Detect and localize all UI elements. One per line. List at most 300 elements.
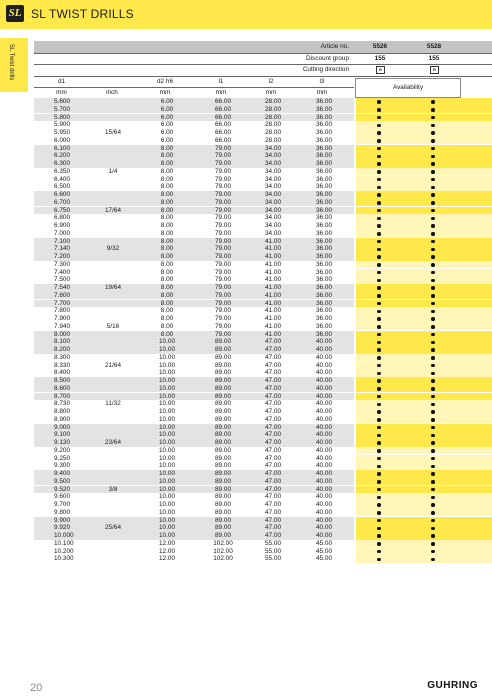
- unit-inch: inch: [106, 89, 118, 96]
- availability-dot-icon: [377, 379, 381, 383]
- d2-value: 12.00: [159, 555, 175, 563]
- l2-value: 47.00: [265, 377, 281, 384]
- d2-value: 10.00: [159, 369, 175, 377]
- d1-value: 9.700: [54, 501, 70, 508]
- availability-dot-icon: [431, 325, 435, 329]
- l3-value: 40.00: [316, 501, 332, 508]
- d1-value: 7.000: [54, 229, 70, 237]
- availability-dot-icon: [431, 356, 435, 360]
- table-row: [34, 307, 492, 315]
- d1-value: 9.200: [54, 446, 70, 454]
- l2-value: 47.00: [265, 392, 281, 400]
- l3-value: 36.00: [316, 183, 332, 191]
- d1-value: 6.800: [54, 214, 70, 222]
- availability-dot-icon: [431, 201, 435, 205]
- l2-value: 41.00: [265, 330, 281, 338]
- availability-dot-icon: [431, 488, 435, 492]
- availability-dot-icon: [431, 116, 435, 120]
- d2-value: 8.00: [160, 152, 174, 160]
- l2-value: 47.00: [265, 439, 281, 446]
- unit-mm: mm: [159, 89, 171, 96]
- availability-dot-icon: [377, 170, 381, 174]
- d2-value: 8.00: [160, 268, 174, 276]
- availability-dot-icon: [431, 410, 435, 414]
- l2-value: 34.00: [265, 214, 281, 222]
- d1-value: 9.250: [54, 454, 70, 462]
- l1-value: 79.00: [215, 330, 231, 338]
- l2-value: 47.00: [265, 477, 281, 485]
- unit-mm: mm: [56, 89, 67, 96]
- availability-dot-icon: [377, 139, 381, 143]
- d2-value: 8.00: [160, 206, 174, 214]
- l3-value: 40.00: [316, 524, 332, 532]
- d1-value: 5.950: [54, 129, 70, 136]
- d2-value: 8.00: [160, 222, 174, 229]
- d2-value: 8.00: [160, 160, 174, 167]
- availability-dot-icon: [377, 341, 381, 345]
- l1-value: 89.00: [215, 462, 231, 470]
- d2-value: 6.00: [160, 105, 174, 113]
- l3-value: 36.00: [316, 268, 332, 276]
- availability-dot-icon: [377, 395, 381, 399]
- l3-value: 36.00: [316, 222, 332, 229]
- l3-value: 40.00: [316, 346, 332, 353]
- d1-value: 9.500: [54, 477, 70, 485]
- table-row: [34, 160, 492, 168]
- table-row: [34, 470, 492, 478]
- l3-value: 36.00: [316, 167, 332, 175]
- availability-dot-icon: [377, 410, 381, 414]
- availability-dot-icon: [377, 457, 381, 461]
- d2-value: 10.00: [159, 353, 175, 361]
- unit-mm: mm: [215, 89, 227, 96]
- availability-dot-icon: [431, 317, 435, 321]
- availability-dot-icon: [377, 403, 381, 407]
- table-row: [34, 199, 492, 207]
- availability-dot-icon: [431, 457, 435, 461]
- availability-dot-icon: [431, 519, 435, 523]
- l1-value: 89.00: [215, 446, 231, 454]
- d1-value: 8.300: [54, 353, 70, 361]
- l1-value: 66.00: [215, 129, 231, 136]
- l2-value: 28.00: [265, 129, 281, 136]
- d1-value: 10.100: [54, 539, 74, 547]
- availability-dot-icon: [377, 124, 381, 128]
- l3-value: 36.00: [316, 330, 332, 338]
- d1-value: 7.500: [54, 276, 70, 284]
- l2-value: 55.00: [265, 555, 281, 563]
- d2-value: 10.00: [159, 392, 175, 400]
- table-row: [34, 462, 492, 470]
- d1-value: 8.200: [54, 346, 70, 353]
- d2-value: 8.00: [160, 253, 174, 260]
- l2-value: 28.00: [265, 105, 281, 113]
- side-tab-label: SL Twist drills: [8, 44, 14, 81]
- table-row: [34, 548, 492, 556]
- table-row: [34, 145, 492, 153]
- l1-value: 79.00: [215, 229, 231, 237]
- table-row: [34, 400, 492, 408]
- discount-row: [0, 54, 492, 64]
- l1-value: 79.00: [215, 291, 231, 299]
- d2-value: 10.00: [159, 384, 175, 392]
- l1-value: 89.00: [215, 392, 231, 400]
- d1-value: 10.200: [54, 547, 74, 555]
- availability-dot-icon: [377, 116, 381, 120]
- availability-dot-icon: [431, 449, 435, 453]
- table-row: [34, 393, 492, 401]
- l1-value: 89.00: [215, 423, 231, 431]
- availability-dot-icon: [431, 472, 435, 476]
- d2-value: 10.00: [159, 361, 175, 369]
- d1-value: 7.140: [54, 245, 70, 253]
- d1-value: 10.300: [54, 555, 74, 563]
- col-d1: d1: [57, 78, 66, 85]
- availability-dot-icon: [431, 418, 435, 422]
- availability-dot-icon: [377, 519, 381, 523]
- l3-value: 40.00: [316, 446, 332, 454]
- table-row: [34, 129, 492, 137]
- availability-dot-icon: [377, 550, 381, 554]
- l3-value: 36.00: [316, 175, 332, 183]
- inch-value: 9/32: [106, 245, 120, 253]
- d1-value: 7.540: [54, 284, 70, 291]
- availability-dot-icon: [377, 155, 381, 159]
- d2-value: 8.00: [160, 307, 174, 315]
- l3-value: 40.00: [316, 338, 332, 346]
- availability-dot-icon: [377, 193, 381, 197]
- table-row: [34, 517, 492, 525]
- l2-value: 28.00: [265, 136, 281, 144]
- availability-dot-icon: [377, 449, 381, 453]
- inch-value: 15/64: [105, 129, 121, 136]
- d2-value: 8.00: [160, 260, 174, 268]
- l1-value: 79.00: [215, 260, 231, 268]
- l1-value: 66.00: [215, 136, 231, 144]
- d1-value: 8.900: [54, 415, 70, 423]
- d1-value: 6.200: [54, 152, 70, 160]
- table-row: [34, 331, 492, 339]
- table-row: [34, 245, 492, 253]
- d1-value: 6.900: [54, 222, 70, 229]
- d1-value: 9.520: [54, 485, 70, 493]
- d1-value: 7.400: [54, 268, 70, 276]
- l3-value: 40.00: [316, 439, 332, 446]
- d2-value: 12.00: [159, 539, 175, 547]
- d1-value: 8.800: [54, 408, 70, 415]
- l2-value: 47.00: [265, 532, 281, 539]
- l1-value: 89.00: [215, 485, 231, 493]
- availability-dot-icon: [377, 162, 381, 166]
- l1-value: 79.00: [215, 206, 231, 214]
- table-row: [34, 377, 492, 385]
- l2-value: 47.00: [265, 361, 281, 369]
- l2-value: 34.00: [265, 206, 281, 214]
- availability-dot-icon: [431, 209, 435, 213]
- d2-value: 6.00: [160, 129, 174, 136]
- table-row: [34, 439, 492, 447]
- l2-value: 41.00: [265, 307, 281, 315]
- l2-value: 47.00: [265, 470, 281, 477]
- unit-mm: mm: [265, 89, 277, 96]
- availability-dot-icon: [431, 139, 435, 143]
- l3-value: 36.00: [316, 291, 332, 299]
- l3-value: 36.00: [316, 322, 332, 330]
- l3-value: 36.00: [316, 284, 332, 291]
- availability-dot-icon: [431, 124, 435, 128]
- availability-dot-icon: [377, 372, 381, 376]
- l2-value: 47.00: [265, 524, 281, 532]
- inch-value: 1/4: [108, 167, 118, 175]
- l3-value: 36.00: [316, 98, 332, 105]
- availability-dot-icon: [431, 465, 435, 469]
- l1-value: 79.00: [215, 191, 231, 198]
- l1-value: 79.00: [215, 299, 231, 307]
- d1-value: 9.800: [54, 508, 70, 516]
- l3-value: 36.00: [316, 229, 332, 237]
- l1-value: 79.00: [215, 284, 231, 291]
- d1-value: 7.100: [54, 237, 70, 245]
- l2-value: 41.00: [265, 268, 281, 276]
- availability-dot-icon: [431, 441, 435, 445]
- l3-value: 36.00: [316, 113, 332, 121]
- d2-value: 8.00: [160, 198, 174, 206]
- l3-value: 45.00: [316, 555, 332, 563]
- d1-value: 7.300: [54, 260, 70, 268]
- inch-value: 11/32: [105, 400, 121, 408]
- d1-value: 8.700: [54, 392, 70, 400]
- table-row: [34, 121, 492, 129]
- availability-dot-icon: [431, 193, 435, 197]
- availability-dot-icon: [431, 162, 435, 166]
- availability-dot-icon: [431, 348, 435, 352]
- l2-value: 41.00: [265, 315, 281, 322]
- l3-value: 36.00: [316, 206, 332, 214]
- d1-value: 9.100: [54, 431, 70, 439]
- l1-value: 79.00: [215, 322, 231, 330]
- l2-value: 47.00: [265, 516, 281, 524]
- table-row: [34, 292, 492, 300]
- availability-dot-icon: [431, 248, 435, 252]
- table-row: [34, 106, 492, 114]
- cutting-row: [0, 65, 492, 75]
- d1-value: 5.700: [54, 105, 70, 113]
- l3-value: 40.00: [316, 369, 332, 377]
- d2-value: 8.00: [160, 237, 174, 245]
- availability-dot-icon: [377, 286, 381, 290]
- l1-value: 89.00: [215, 501, 231, 508]
- table-row: [34, 555, 492, 563]
- l2-value: 41.00: [265, 322, 281, 330]
- l1-value: 66.00: [215, 105, 231, 113]
- availability-dot-icon: [377, 263, 381, 267]
- d1-value: 8.000: [54, 330, 70, 338]
- availability-dot-icon: [431, 217, 435, 221]
- l1-value: 79.00: [215, 214, 231, 222]
- availability-dot-icon: [377, 558, 381, 562]
- l2-value: 41.00: [265, 245, 281, 253]
- availability-dot-icon: [431, 426, 435, 430]
- availability-dot-icon: [431, 155, 435, 159]
- table-row: [34, 230, 492, 238]
- table-row: [34, 416, 492, 424]
- l2-value: 34.00: [265, 160, 281, 167]
- table-row: [34, 540, 492, 548]
- availability-header: Availability: [355, 78, 461, 98]
- availability-dot-icon: [377, 348, 381, 352]
- table-row: [34, 261, 492, 269]
- d2-value: 10.00: [159, 446, 175, 454]
- d2-value: 10.00: [159, 485, 175, 493]
- l1-value: 79.00: [215, 268, 231, 276]
- l2-value: 47.00: [265, 408, 281, 415]
- l1-value: 89.00: [215, 400, 231, 408]
- inch-value: 21/64: [105, 361, 121, 369]
- d1-value: 9.920: [54, 524, 70, 532]
- table-row: [34, 222, 492, 230]
- l3-value: 36.00: [316, 121, 332, 129]
- l1-value: 89.00: [215, 524, 231, 532]
- d2-value: 8.00: [160, 291, 174, 299]
- d1-value: 6.350: [54, 167, 70, 175]
- d1-value: 7.940: [54, 322, 70, 330]
- l2-value: 47.00: [265, 353, 281, 361]
- availability-dot-icon: [431, 480, 435, 484]
- inch-value: 23/64: [105, 439, 121, 446]
- l1-value: 79.00: [215, 253, 231, 260]
- l2-value: 28.00: [265, 121, 281, 129]
- l2-value: 34.00: [265, 222, 281, 229]
- availability-dot-icon: [377, 511, 381, 515]
- l2-value: 34.00: [265, 198, 281, 206]
- page-number: 20: [30, 682, 43, 694]
- l2-value: 34.00: [265, 175, 281, 183]
- discount-label: Discount group: [306, 55, 349, 62]
- l1-value: 89.00: [215, 439, 231, 446]
- table-row: [34, 183, 492, 191]
- availability-dot-icon: [377, 441, 381, 445]
- l3-value: 40.00: [316, 462, 332, 470]
- inch-value: 19/64: [105, 284, 121, 291]
- table-row: [34, 362, 492, 370]
- availability-dot-icon: [431, 527, 435, 531]
- d1-value: 6.100: [54, 144, 70, 152]
- availability-dot-icon: [431, 542, 435, 546]
- l1-value: 79.00: [215, 175, 231, 183]
- d1-value: 6.600: [54, 191, 70, 198]
- d1-value: 8.330: [54, 361, 70, 369]
- l2-value: 47.00: [265, 423, 281, 431]
- l1-value: 102.00: [213, 547, 233, 555]
- d2-value: 8.00: [160, 299, 174, 307]
- l3-value: 40.00: [316, 423, 332, 431]
- l2-value: 34.00: [265, 191, 281, 198]
- table-row: [34, 455, 492, 463]
- table-row: [34, 369, 492, 377]
- table-row: [34, 269, 492, 277]
- l1-value: 79.00: [215, 276, 231, 284]
- table-row: [34, 276, 492, 284]
- l2-value: 47.00: [265, 400, 281, 408]
- availability-dot-icon: [431, 496, 435, 500]
- l2-value: 34.00: [265, 152, 281, 160]
- l3-value: 40.00: [316, 384, 332, 392]
- l3-value: 36.00: [316, 245, 332, 253]
- page-title: SL TWIST DRILLS: [31, 7, 134, 21]
- discount-value-1: 155: [374, 55, 386, 62]
- l3-value: 45.00: [316, 547, 332, 555]
- article-row: [0, 42, 492, 52]
- d2-value: 8.00: [160, 284, 174, 291]
- availability-dot-icon: [431, 232, 435, 236]
- availability-dot-icon: [377, 279, 381, 283]
- l1-value: 66.00: [215, 98, 231, 105]
- d1-value: 9.400: [54, 470, 70, 477]
- d1-value: 8.100: [54, 338, 70, 346]
- d2-value: 10.00: [159, 493, 175, 501]
- table-row: [34, 238, 492, 246]
- l1-value: 79.00: [215, 245, 231, 253]
- table-row: [34, 431, 492, 439]
- l1-value: 89.00: [215, 377, 231, 384]
- table-row: [34, 176, 492, 184]
- table-row: [34, 300, 492, 308]
- table-row: [34, 486, 492, 494]
- l1-value: 66.00: [215, 121, 231, 129]
- availability-dot-icon: [377, 542, 381, 546]
- l2-value: 47.00: [265, 384, 281, 392]
- availability-dot-icon: [431, 534, 435, 538]
- cutting-direction-icon: R: [430, 66, 439, 74]
- inch-value: 5/16: [106, 322, 120, 330]
- availability-dot-icon: [431, 395, 435, 399]
- availability-dot-icon: [377, 186, 381, 190]
- l3-value: 36.00: [316, 152, 332, 160]
- col-l1: l1: [218, 78, 224, 85]
- l1-value: 66.00: [215, 113, 231, 121]
- l3-value: 36.00: [316, 253, 332, 260]
- col-d2: d2 h6: [157, 78, 173, 85]
- d2-value: 6.00: [160, 98, 174, 105]
- d1-value: 5.800: [54, 113, 70, 121]
- d2-value: 8.00: [160, 315, 174, 322]
- l1-value: 79.00: [215, 307, 231, 315]
- l2-value: 55.00: [265, 547, 281, 555]
- d2-value: 8.00: [160, 167, 174, 175]
- availability-dot-icon: [431, 372, 435, 376]
- d2-value: 10.00: [159, 454, 175, 462]
- availability-dot-icon: [431, 341, 435, 345]
- l2-value: 47.00: [265, 338, 281, 346]
- availability-dot-icon: [377, 387, 381, 391]
- l1-value: 89.00: [215, 493, 231, 501]
- l3-value: 45.00: [316, 539, 332, 547]
- l1-value: 79.00: [215, 167, 231, 175]
- d2-value: 10.00: [159, 462, 175, 470]
- l3-value: 36.00: [316, 129, 332, 136]
- availability-dot-icon: [431, 263, 435, 267]
- d2-value: 10.00: [159, 377, 175, 384]
- sl-logo: SL: [6, 5, 24, 22]
- d2-value: 6.00: [160, 113, 174, 121]
- l1-value: 89.00: [215, 361, 231, 369]
- brand-logo: GUHRING: [427, 680, 478, 691]
- availability-dot-icon: [377, 224, 381, 228]
- d1-value: 5.900: [54, 121, 70, 129]
- d1-value: 7.600: [54, 291, 70, 299]
- article-no-5526: 5526: [372, 43, 388, 50]
- d1-value: 7.700: [54, 299, 70, 307]
